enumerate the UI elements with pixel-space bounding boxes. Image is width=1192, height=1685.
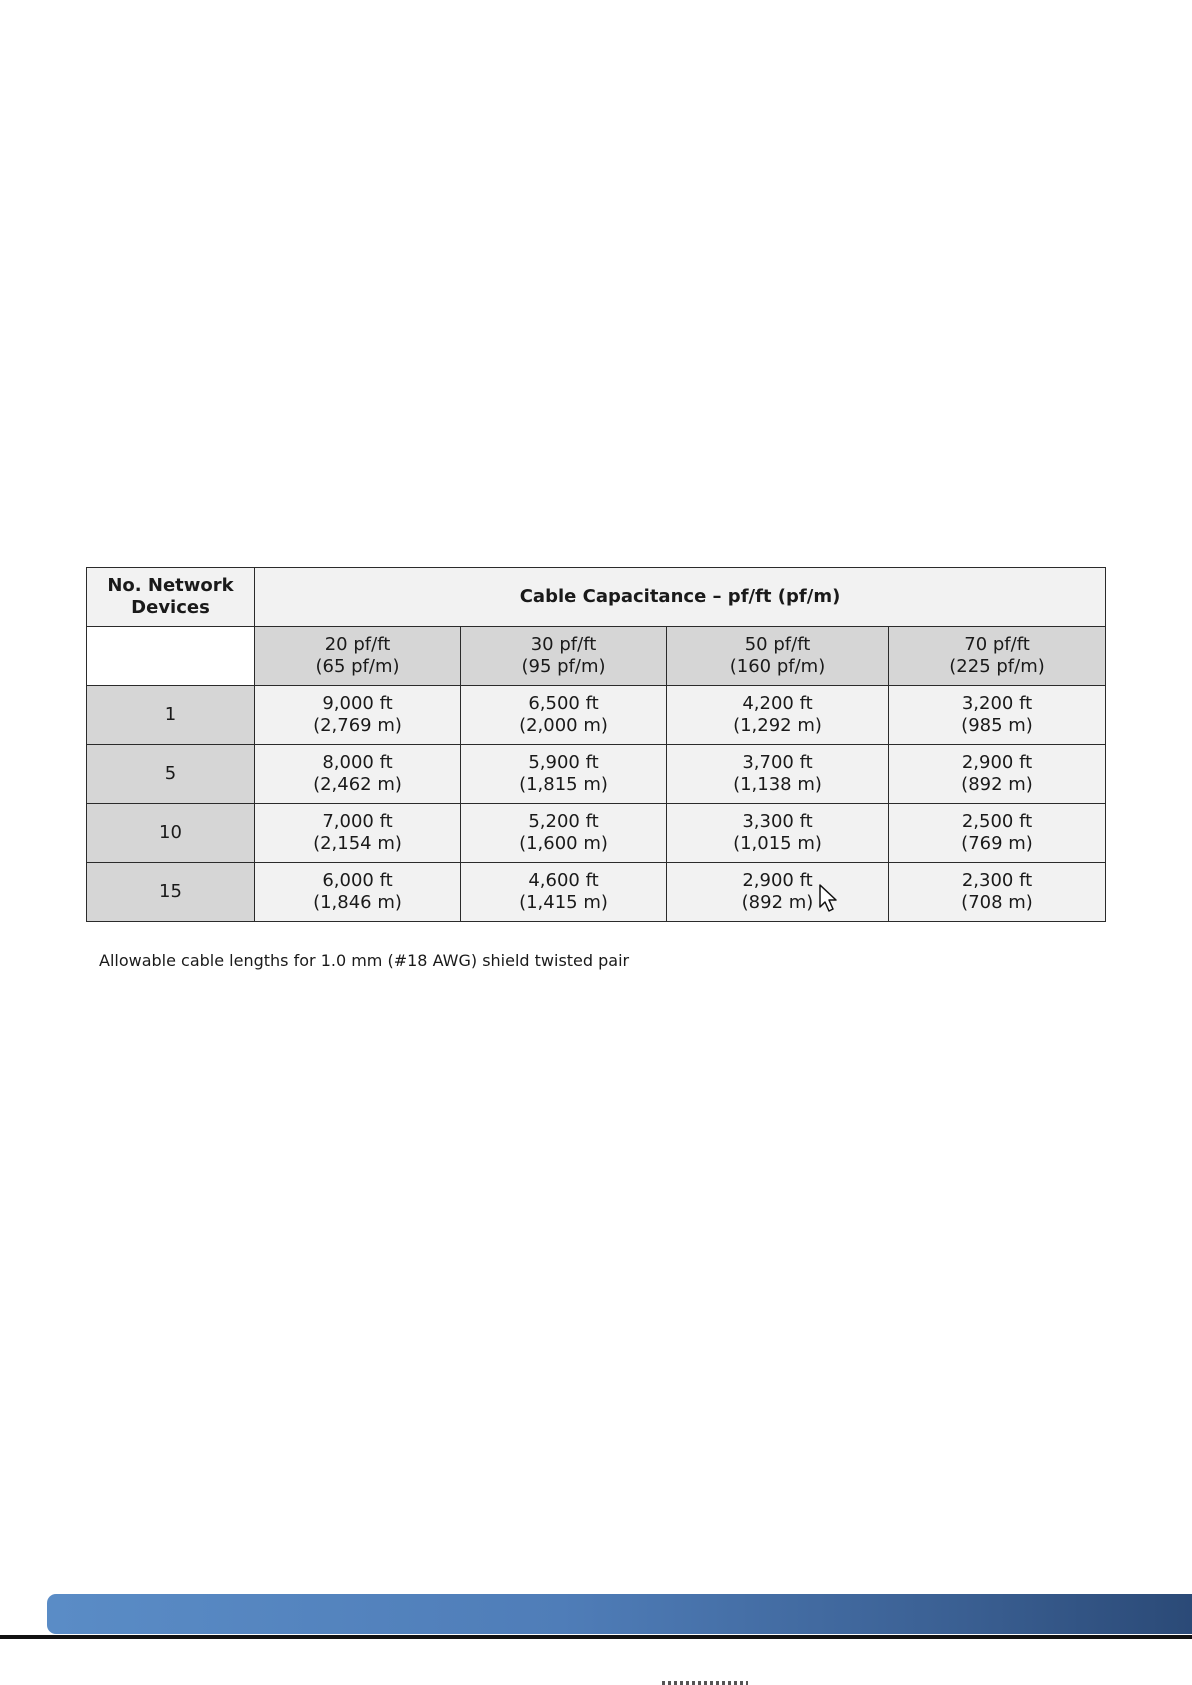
cable-length-cell	[255, 745, 461, 804]
cable-length-cell	[889, 863, 1106, 922]
device-count-cell: 1	[87, 686, 255, 745]
table-row	[87, 863, 1106, 922]
length-m: (708 m)	[961, 892, 1033, 913]
length-m: (769 m)	[961, 833, 1033, 854]
cable-length-cell	[461, 804, 667, 863]
length-m: (2,154 m)	[313, 833, 402, 854]
capacitance-pf-m: (225 pf/m)	[949, 656, 1045, 677]
length-ft: 7,000 ft	[322, 811, 393, 832]
table-row	[87, 686, 1106, 745]
length-m: (2,000 m)	[519, 715, 608, 736]
capacitance-column-header	[667, 627, 889, 686]
table-row	[87, 804, 1106, 863]
capacitance-pf-ft: 50 pf/ft	[744, 634, 811, 655]
length-ft: 4,200 ft	[742, 693, 813, 714]
length-m: (1,815 m)	[519, 774, 608, 795]
cable-length-table	[86, 567, 1106, 922]
cable-length-cell	[667, 863, 889, 922]
device-count-cell: 5	[87, 745, 255, 804]
length-ft: 2,300 ft	[961, 870, 1033, 891]
capacitance-header: Cable Capacitance – pf/ft (pf/m)	[255, 568, 1106, 627]
capacitance-column-header	[461, 627, 667, 686]
capacitance-column-header	[889, 627, 1106, 686]
mouse-pointer-icon	[818, 884, 840, 914]
cable-length-cell	[667, 804, 889, 863]
cable-length-cell	[667, 686, 889, 745]
cable-length-cell	[667, 745, 889, 804]
capacitance-pf-m: (65 pf/m)	[315, 656, 400, 677]
length-m: (1,600 m)	[519, 833, 608, 854]
table-caption: Allowable cable lengths for 1.0 mm (#18 AWG) shield twisted pair	[99, 951, 630, 970]
length-m: (892 m)	[741, 892, 814, 913]
length-m: (1,415 m)	[519, 892, 608, 913]
cable-length-cell	[255, 804, 461, 863]
device-count-cell: 10	[87, 804, 255, 863]
length-ft: 6,000 ft	[322, 870, 393, 891]
length-ft: 5,200 ft	[528, 811, 599, 832]
cable-length-cell	[461, 745, 667, 804]
length-ft: 9,000 ft	[322, 693, 393, 714]
length-m: (1,015 m)	[733, 833, 822, 854]
length-m: (2,769 m)	[313, 715, 402, 736]
length-ft: 4,600 ft	[528, 870, 599, 891]
length-m: (2,462 m)	[313, 774, 402, 795]
table-header-row	[87, 568, 1106, 627]
length-m: (1,138 m)	[733, 774, 822, 795]
cable-length-cell	[461, 686, 667, 745]
cable-length-cell	[461, 863, 667, 922]
footer-bar	[47, 1594, 1192, 1634]
length-m: (1,292 m)	[733, 715, 822, 736]
capacitance-column-header	[255, 627, 461, 686]
length-m: (985 m)	[961, 715, 1033, 736]
length-ft: 2,900 ft	[742, 870, 813, 891]
empty-cell	[87, 627, 255, 686]
table-row	[87, 745, 1106, 804]
length-ft: 5,900 ft	[528, 752, 599, 773]
corner-header: No. Network Devices	[87, 568, 255, 627]
length-ft: 8,000 ft	[322, 752, 393, 773]
capacitance-pf-ft: 70 pf/ft	[964, 634, 1030, 655]
length-ft: 3,300 ft	[742, 811, 813, 832]
length-m: (1,846 m)	[313, 892, 402, 913]
length-m: (892 m)	[961, 774, 1033, 795]
capacitance-row	[87, 627, 1106, 686]
device-count-cell: 15	[87, 863, 255, 922]
capacitance-pf-m: (95 pf/m)	[521, 656, 606, 677]
capacitance-pf-ft: 20 pf/ft	[324, 634, 391, 655]
length-ft: 2,500 ft	[961, 811, 1033, 832]
cable-length-cell	[255, 863, 461, 922]
cable-length-cell	[889, 804, 1106, 863]
cable-length-cell	[889, 745, 1106, 804]
capacitance-pf-m: (160 pf/m)	[729, 656, 826, 677]
footer-mark	[662, 1681, 748, 1685]
length-ft: 2,900 ft	[961, 752, 1033, 773]
length-ft: 3,200 ft	[961, 693, 1033, 714]
capacitance-pf-ft: 30 pf/ft	[530, 634, 597, 655]
length-ft: 6,500 ft	[528, 693, 599, 714]
length-ft: 3,700 ft	[742, 752, 813, 773]
cable-length-cell	[255, 686, 461, 745]
cable-length-cell	[889, 686, 1106, 745]
footer-divider	[0, 1635, 1192, 1639]
